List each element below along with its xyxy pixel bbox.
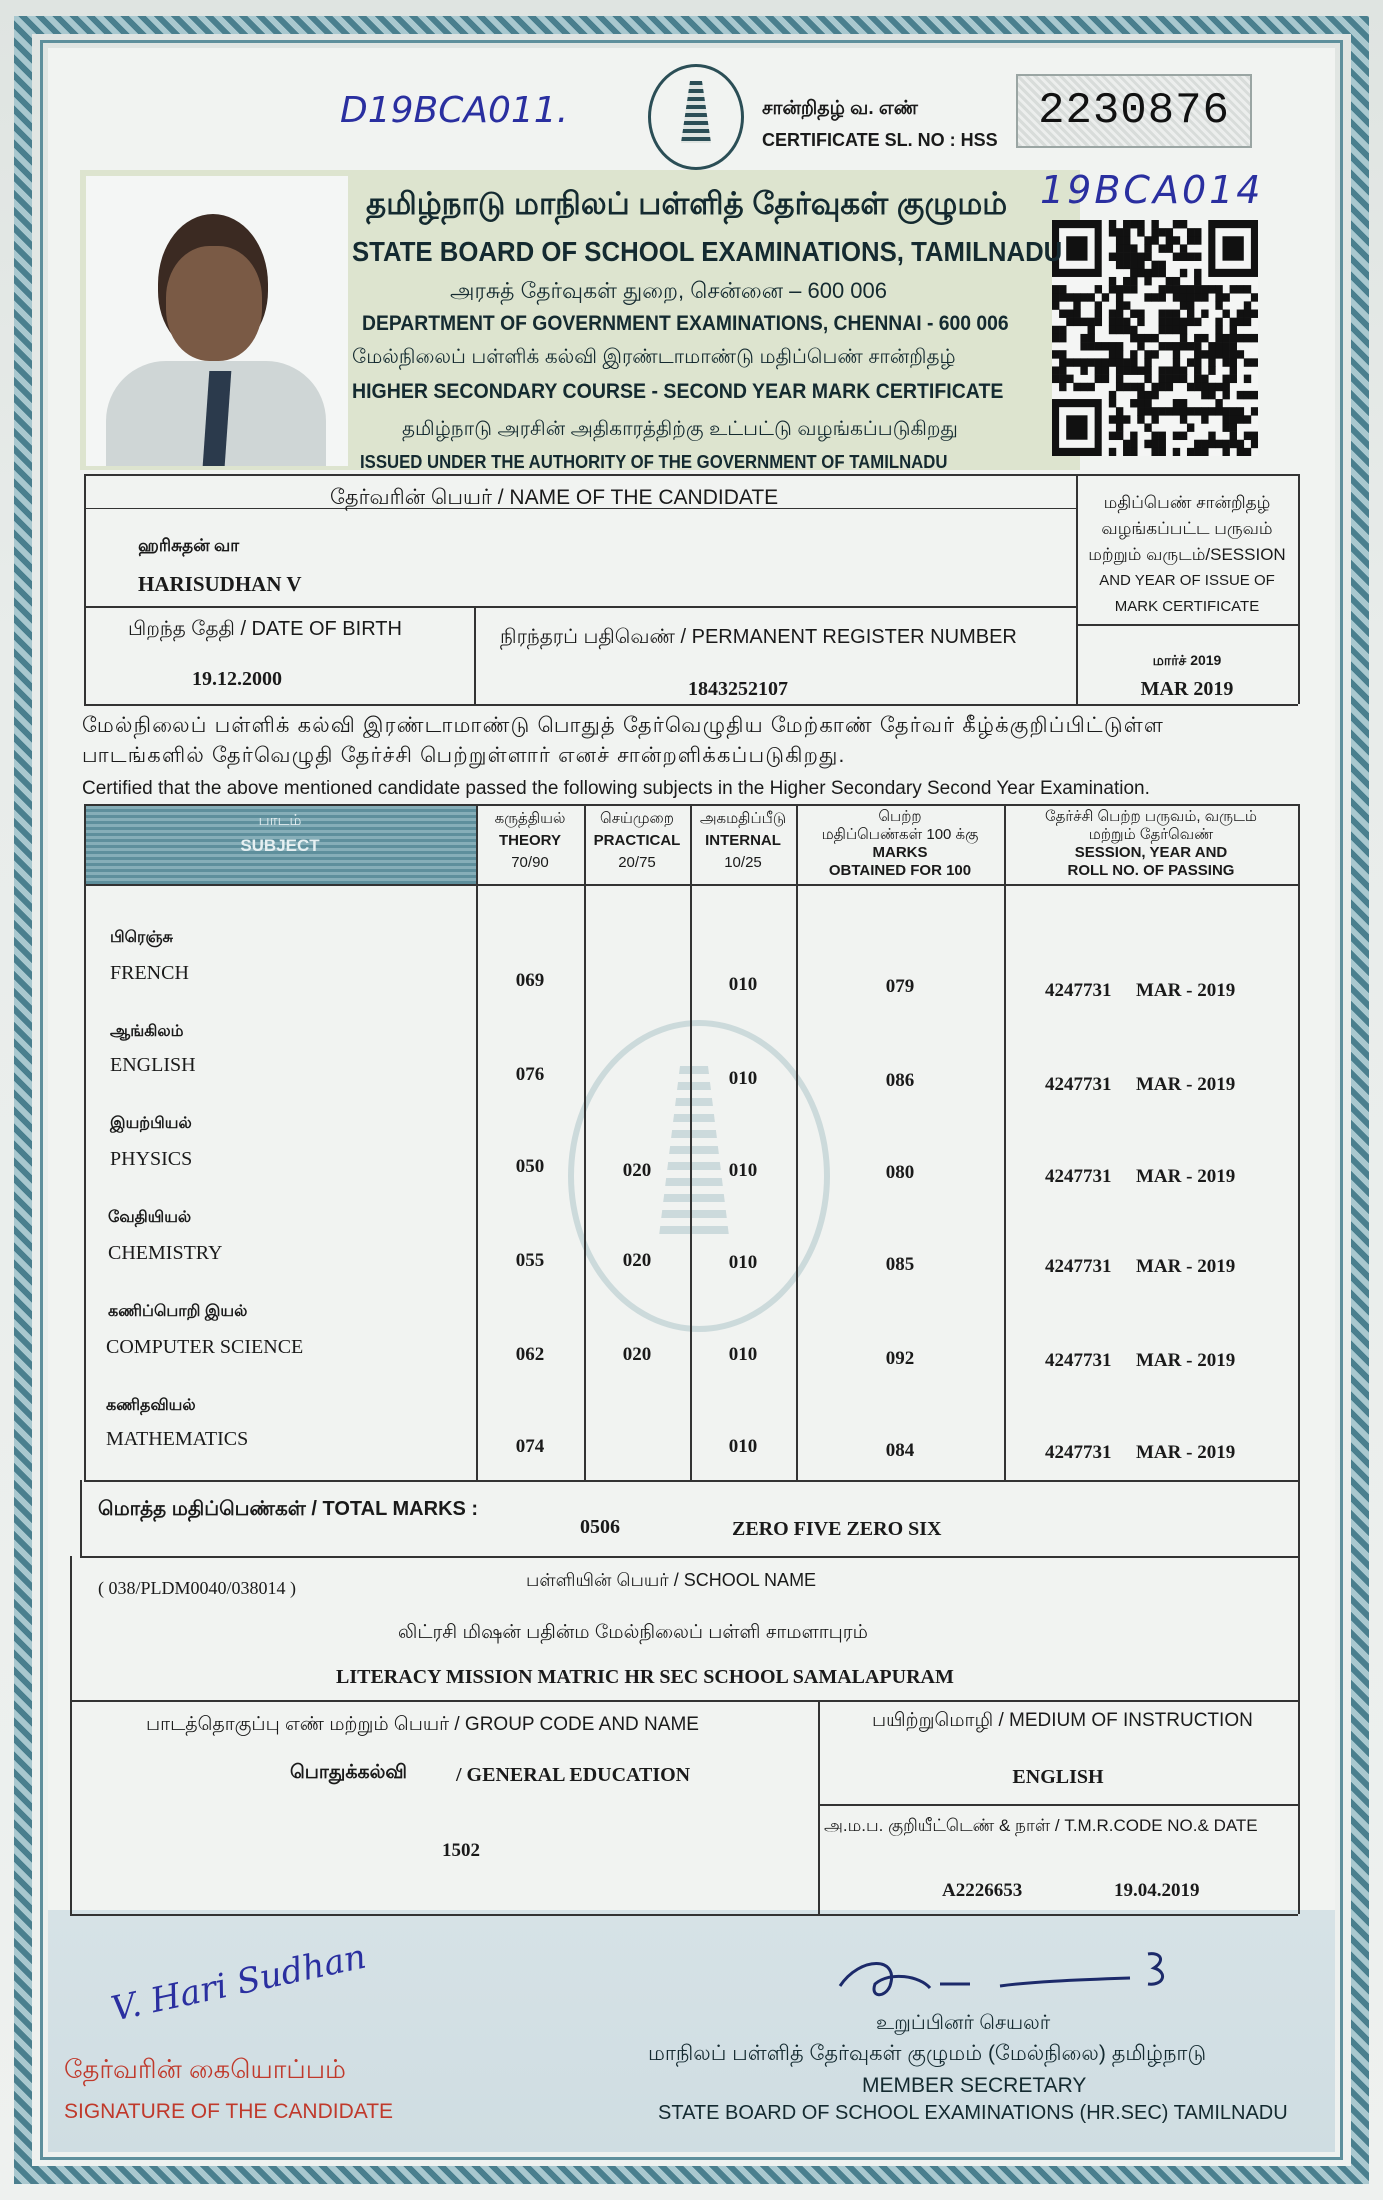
candidate-name-en: HARISUDHAN V [138,572,302,596]
school-name-ta: லிட்ரசி மிஷன் பதின்ம மேல்நிலைப் பள்ளி சாமளாபுரம் [398,1622,868,1643]
passing-session: MAR - 2019 [1136,1074,1236,1095]
department-en: DEPARTMENT OF GOVERNMENT EXAMINATIONS, CHENNAI - 600 006 [362,312,1009,335]
passing-session: MAR - 2019 [1136,980,1236,1001]
group-name-ta: பொதுக்கல்வி [290,1762,408,1783]
practical-mark: 020 [622,1344,652,1365]
board-name-ta: தமிழ்நாடு மாநிலப் பள்ளித் தேர்வுகள் குழுமம் [366,186,1008,221]
total-mark: 085 [885,1254,915,1275]
roll-number: 4247731 [1045,980,1112,1001]
passing-session: MAR - 2019 [1136,1350,1236,1371]
candidate-signature: V. Hari Sudhan [107,1936,370,2030]
theory-mark: 055 [515,1250,545,1271]
group-label: பாடத்தொகுப்பு எண் மற்றும் பெயர் / GROUP CODE AND NAME [146,1714,699,1735]
candidate-signature-label-ta: தேர்வரின் கையொப்பம் [64,2054,346,2084]
roll-number: 4247731 [1045,1256,1112,1277]
secretary-label-ta-2: மாநிலப் பள்ளித் தேர்வுகள் குழுமம் (மேல்நிலை) தமிழ்நாடு [648,2042,1207,2065]
group-name-en: / GENERAL EDUCATION [456,1764,691,1786]
serial-label-en: CERTIFICATE SL. NO : HSS [762,130,998,150]
candidate-photo [86,176,348,466]
practical-mark: 020 [622,1250,652,1271]
session-header: தேர்ச்சி பெற்ற பருவம், வருடம் மற்றும் தேர்வெண் SESSION, YEAR AND ROLL NO. OF PASSING [1045,808,1257,879]
total-mark: 086 [885,1070,915,1091]
subject-name-en: CHEMISTRY [108,1242,223,1264]
tmr-label: அ.ம.ப. குறியீட்டெண் & நாள் / T.M.R.CODE NO.& DATE [824,1816,1258,1835]
passing-session: MAR - 2019 [1136,1166,1236,1187]
department-ta: அரசுத் தேர்வுகள் துறை, சென்னை – 600 006 [450,278,888,303]
board-name-en: STATE BOARD OF SCHOOL EXAMINATIONS, TAMILNADU [352,236,1063,267]
theory-mark: 076 [515,1064,545,1085]
internal-mark: 010 [728,1160,758,1181]
theory-mark: 050 [515,1156,545,1177]
medium-of-instruction: ENGLISH [1012,1766,1104,1788]
session-issue-ta: மார்ச் 2019 [1152,652,1222,668]
candidate-signature-label-en: SIGNATURE OF THE CANDIDATE [64,2100,394,2123]
total-mark: 080 [885,1162,915,1183]
school-name-en: LITERACY MISSION MATRIC HR SEC SCHOOL SAMALAPURAM [336,1666,954,1688]
certify-line-2-ta: பாடங்களில் தேர்வெழுதி தேர்ச்சி பெற்றுள்ளார் எனச் சான்றளிக்கப்படுகிறது. [82,744,846,767]
certify-line-1-ta: மேல்நிலைப் பள்ளிக் கல்வி இரண்டாமாண்டு பொதுத் தேர்வெழுதிய மேற்காண் தேர்வர் கீழ்க்குறிப்பிட்டுள்ள [82,714,1165,737]
subject-name-ta: வேதியியல் [108,1209,192,1226]
subject-name-ta: பிரெஞ்சு [110,929,173,946]
internal-mark: 010 [728,974,758,995]
subject-header-ta: பாடம் [258,812,302,829]
subject-name-en: ENGLISH [110,1054,196,1076]
passing-session: MAR - 2019 [1136,1256,1236,1277]
subject-name-ta: இயற்பியல் [110,1115,192,1132]
roll-number: 4247731 [1045,1074,1112,1095]
tamilnadu-emblem-icon [648,64,744,170]
handwritten-note-top-right: 19BCA014 [1040,168,1264,212]
date-of-birth: 19.12.2000 [192,668,282,690]
marks-header: பெற்ற மதிப்பெண்கள் 100 க்கு MARKS OBTAINED FOR 100 [821,808,979,879]
tmr-date: 19.04.2019 [1114,1880,1200,1901]
subject-name-en: MATHEMATICS [106,1428,249,1450]
internal-mark: 010 [728,1252,758,1273]
school-name-label: பள்ளியின் பெயர் / SCHOOL NAME [526,1570,817,1590]
internal-mark: 010 [728,1068,758,1089]
group-code: 1502 [442,1840,480,1861]
theory-header: கருத்தியல் THEORY 70/90 [494,810,566,871]
subject-name-ta: ஆங்கிலம் [110,1023,184,1040]
secretary-label-en-1: MEMBER SECRETARY [862,2074,1087,2097]
theory-mark: 062 [515,1344,545,1365]
handwritten-note-top-left: D19BCA011. [340,90,569,131]
secretary-label-ta-1: உறுப்பினர் செயலர் [876,2012,1051,2034]
school-code: ( 038/PLDM0040/038014 ) [98,1578,296,1598]
total-mark: 084 [885,1440,915,1461]
candidate-name-ta: ஹரிசுதன் வா [138,536,240,555]
issued-en: ISSUED UNDER THE AUTHORITY OF THE GOVERNMENT OF TAMILNADU [360,452,948,472]
candidate-name-label: தேர்வரின் பெயர் / NAME OF THE CANDIDATE [330,486,779,509]
subject-name-ta: கணிப்பொறி இயல் [108,1303,248,1320]
secretary-label-en-2: STATE BOARD OF SCHOOL EXAMINATIONS (HR.SEC) TAMILNADU [658,2102,1288,2124]
session-issue-label: மதிப்பெண் சான்றிதழ் வழங்கப்பட்ட பருவம் மற்றும் வருடம்/SESSION AND YEAR OF ISSUE OF MARK CERTIFICATE [1088,493,1286,615]
course-en: HIGHER SECONDARY COURSE - SECOND YEAR MARK CERTIFICATE [352,380,1004,403]
total-marks-label-ta: மொத்த மதிப்பெண்கள் / TOTAL MARKS : [98,1498,479,1520]
register-number-label: நிரந்தரப் பதிவெண் / PERMANENT REGISTER NUMBER [500,626,1017,648]
subject-header-en: SUBJECT [240,836,320,855]
subject-name-en: PHYSICS [110,1148,193,1170]
permanent-register-number: 1843252107 [688,678,788,700]
medium-label: பயிற்றுமொழி / MEDIUM OF INSTRUCTION [872,1710,1253,1731]
theory-mark: 069 [515,970,545,991]
dob-label: பிறந்த தேதி / DATE OF BIRTH [128,618,402,640]
serial-label-ta: சான்றிதழ் வ. எண் [762,98,918,119]
theory-mark: 074 [515,1436,545,1457]
practical-header: செய்முறை PRACTICAL 20/75 [593,810,681,871]
course-ta: மேல்நிலைப் பள்ளிக் கல்வி இரண்டாமாண்டு மதிப்பெண் சான்றிதழ் [352,346,956,368]
certify-line-en: Certified that the above mentioned candidate passed the following subjects in the Higher Secondary Second Year Examination. [82,778,1150,799]
subject-name-ta: கணிதவியல் [106,1397,196,1414]
session-issue-en: MAR 2019 [1140,678,1234,700]
qr-code [1052,220,1258,456]
practical-mark: 020 [622,1160,652,1181]
total-mark: 079 [885,976,915,997]
roll-number: 4247731 [1045,1350,1112,1371]
certificate-serial-number: 2230876 [1016,74,1252,148]
subject-name-en: COMPUTER SCIENCE [106,1336,304,1358]
secretary-signature [830,1946,1180,2006]
subject-name-en: FRENCH [110,962,189,984]
tmr-code: A2226653 [942,1880,1023,1901]
roll-number: 4247731 [1045,1442,1112,1463]
internal-mark: 010 [728,1344,758,1365]
issued-ta: தமிழ்நாடு அரசின் அதிகாரத்திற்கு உட்பட்டு வழங்கப்படுகிறது [402,418,958,440]
total-marks-words: ZERO FIVE ZERO SIX [732,1518,942,1540]
internal-header: அகமதிப்பீடு INTERNAL 10/25 [699,810,787,871]
passing-session: MAR - 2019 [1136,1442,1236,1463]
roll-number: 4247731 [1045,1166,1112,1187]
total-mark: 092 [885,1348,915,1369]
total-marks-value: 0506 [580,1516,620,1538]
internal-mark: 010 [728,1436,758,1457]
